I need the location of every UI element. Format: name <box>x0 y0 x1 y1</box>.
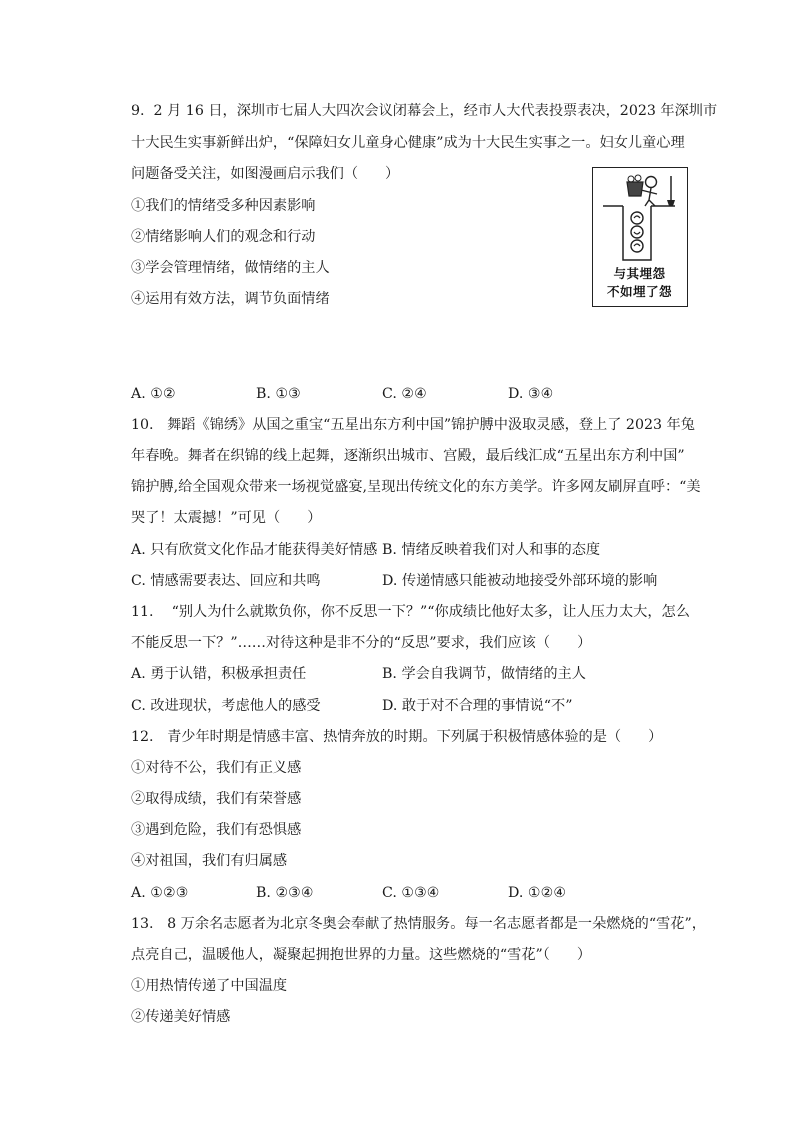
q9-option-c[interactable]: C. ②④ <box>382 386 427 402</box>
q9-option-d[interactable]: D. ③④ <box>508 386 554 402</box>
q9-item-1: ①我们的情绪受多种因素影响 <box>131 198 316 214</box>
cartoon-drawing <box>593 168 686 263</box>
q12-item-2: ②取得成绩，我们有荣誉感 <box>131 791 302 807</box>
q11-stem-line2: 不能反思一下？”……对待这种是非不分的“反思”要求，我们应该（ ） <box>131 635 592 651</box>
q9-option-b[interactable]: B. ①③ <box>256 386 301 402</box>
q12-item-1: ①对待不公，我们有正义感 <box>131 760 302 776</box>
q9-item-2: ②情绪影响人们的观念和行动 <box>131 229 316 245</box>
q13-item-2: ②传递美好情感 <box>131 1009 231 1025</box>
q13-stem-line1: 13. 8 万余名志愿者为北京冬奥会奉献了热情服务。每一名志愿者都是一朵燃烧的“雪花”， <box>131 916 706 932</box>
q10-stem-line1: 10. 舞蹈《锦绣》从国之重宝“五星出东方利中国”锦护膊中汲取灵感，登上了 2023 年兔 <box>131 417 695 433</box>
q12-stem-line1: 12. 青少年时期是情感丰富、热情奔放的时期。下列属于积极情感体验的是（ ） <box>131 729 663 745</box>
q10-stem-line3: 锦护膊,给全国观众带来一场视觉盛宴,呈现出传统文化的东方美学。许多网友刷屏直呼：“美 <box>131 479 701 495</box>
cartoon-caption-line1: 与其埋怨 <box>613 266 666 281</box>
q9-stem-line3: 问题备受关注，如图漫画启示我们（ ） <box>131 166 400 182</box>
q9-option-a[interactable]: A. ①② <box>131 386 176 402</box>
q13-stem-line2: 点亮自己，温暖他人，凝聚起拥抱世界的力量。这些燃烧的“雪花”（ ） <box>131 947 592 963</box>
q11-stem-line1: 11. “别人为什么就欺负你，你不反思一下？”“你成绩比他好太多，让人压力太大，怎么 <box>131 604 690 620</box>
q9-stem-line2: 十大民生实事新鲜出炉，“保障妇女儿童身心健康”成为十大民生实事之一。妇女儿童心理 <box>131 135 685 151</box>
q11-option-c[interactable]: C. 改进现状，考虑他人的感受 <box>131 698 321 714</box>
q9-item-3: ③学会管理情绪，做情绪的主人 <box>131 260 330 276</box>
cartoon-caption-line2: 不如埋了怨 <box>606 284 672 299</box>
q10-stem-line2: 年春晚。舞者在织锦的线上起舞，逐渐织出城市、宫殿，最后线汇成“五星出东方利中国” <box>131 448 685 464</box>
q9-item-4: ④运用有效方法，调节负面情绪 <box>131 291 330 307</box>
q9-stem-line1: 9. 2 月 16 日，深圳市七届人大四次会议闭幕会上，经市人大代表投票表决，2023 年深圳市 <box>131 103 718 119</box>
q12-item-4: ④对祖国，我们有归属感 <box>131 853 288 869</box>
q11-option-b[interactable]: B. 学会自我调节，做情绪的主人 <box>382 666 586 682</box>
q11-option-a[interactable]: A. 勇于认错，积极承担责任 <box>131 666 307 682</box>
q12-option-a[interactable]: A. ①②③ <box>131 885 189 901</box>
q12-option-d[interactable]: D. ①②④ <box>508 885 567 901</box>
q10-stem-line4: 哭了！太震撼！”可见（ ） <box>131 510 322 526</box>
q10-option-a[interactable]: A. 只有欣赏文化作品才能获得美好情感 <box>131 542 378 558</box>
q12-option-b[interactable]: B. ②③④ <box>256 885 314 901</box>
q13-item-1: ①用热情传递了中国温度 <box>131 978 288 994</box>
q10-option-d[interactable]: D. 传递情感只能被动地接受外部环境的影响 <box>382 573 658 589</box>
q12-option-c[interactable]: C. ①③④ <box>382 885 440 901</box>
q9-cartoon-image <box>592 167 688 307</box>
q10-option-c[interactable]: C. 情感需要表达、回应和共鸣 <box>131 573 321 589</box>
q12-item-3: ③遇到危险，我们有恐惧感 <box>131 822 302 838</box>
q10-option-b[interactable]: B. 情绪反映着我们对人和事的态度 <box>382 542 601 558</box>
q11-option-d[interactable]: D. 敢于对不合理的事情说“不” <box>382 698 573 714</box>
